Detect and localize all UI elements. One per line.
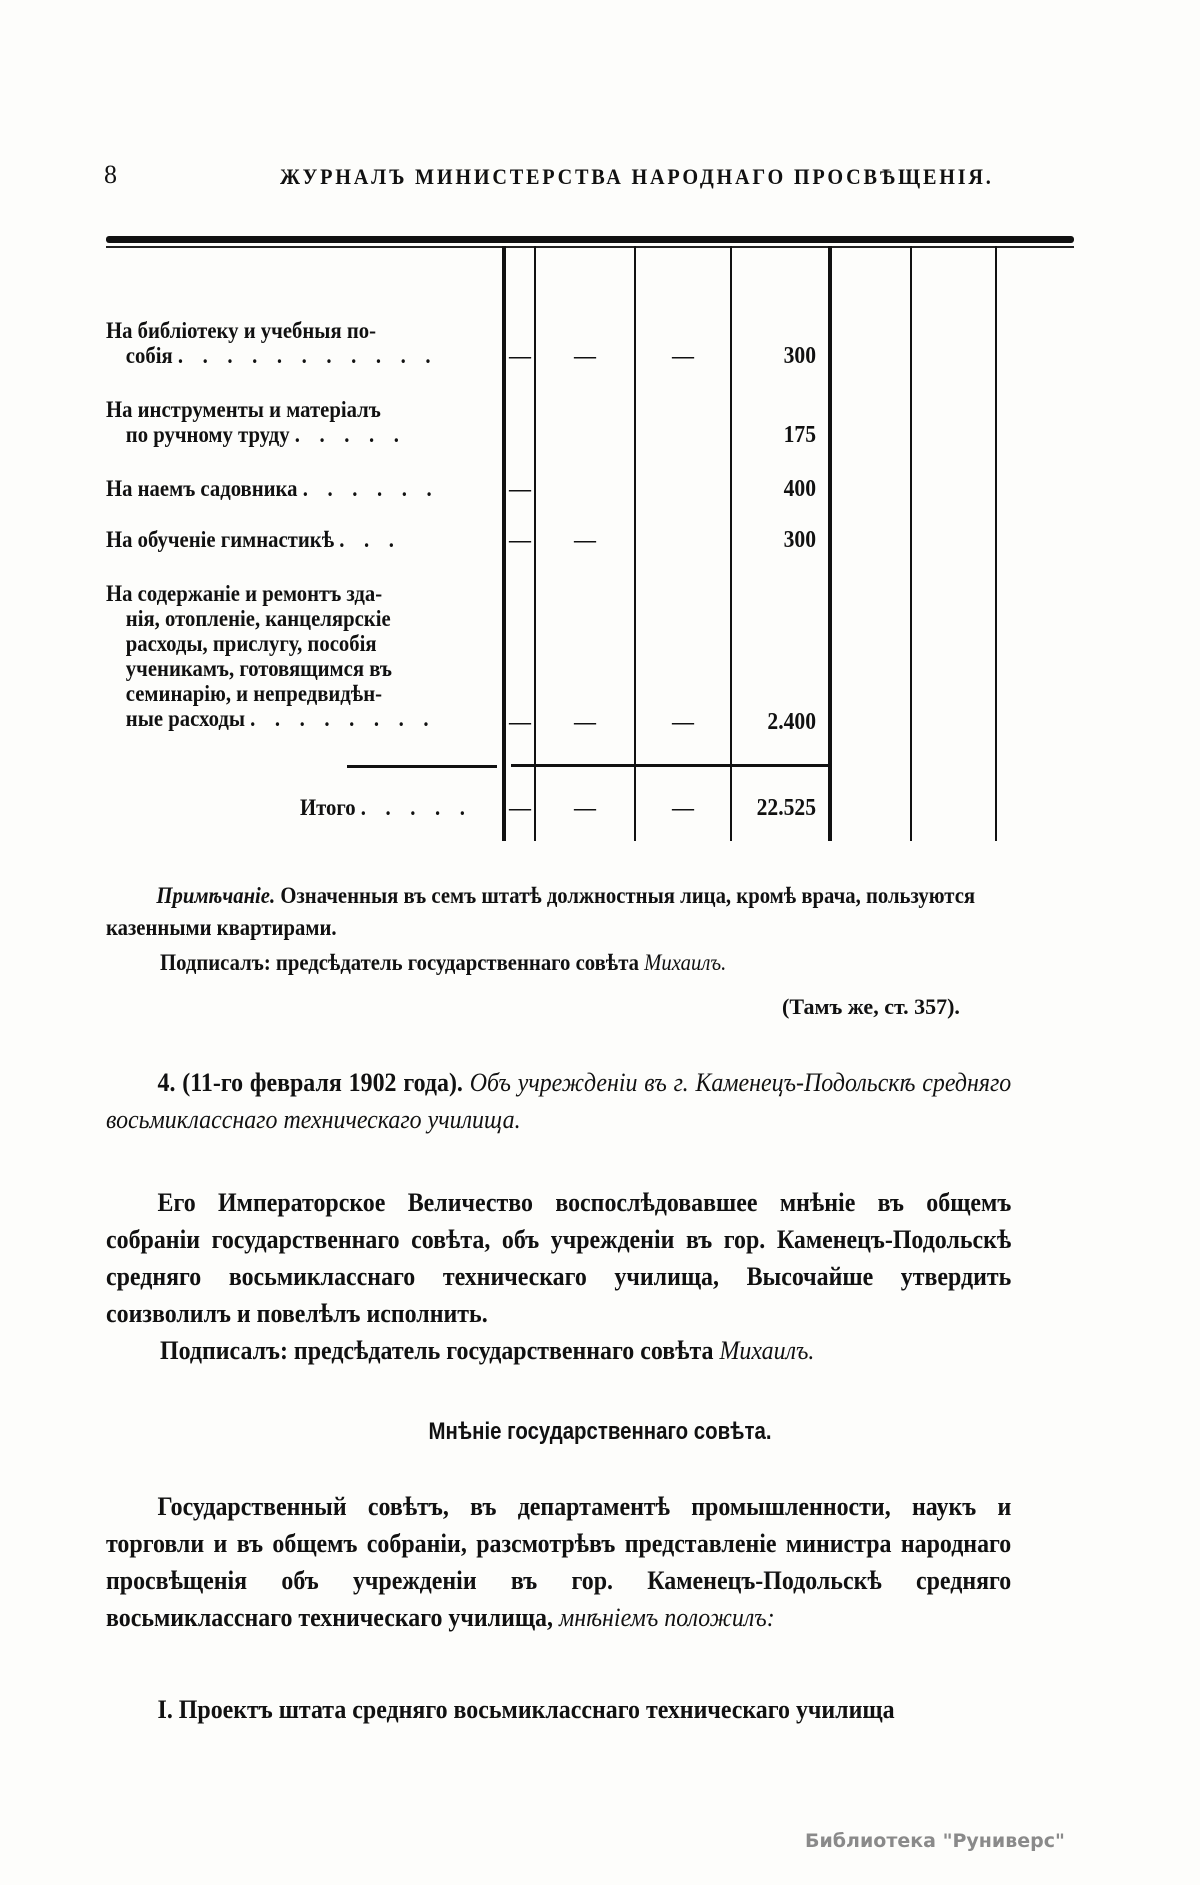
note-label: Примѣчаніе. [156,883,276,908]
section-4-subject: Объ учрежденіи въ г. Каменецъ-Подольскѣ средняго восьмикласснаго техническаго училища. [106,1068,1012,1134]
item-text: I. Проектъ штата средняго восьмикласснаго техническаго училища [157,1695,895,1724]
row-label-line: На библіотеку и учебныя по- [106,318,376,343]
table-row-label [106,476,457,501]
signature-name: Михаилъ. [719,1336,815,1365]
table-top-rule-thin [106,246,1074,248]
table-column-divider [995,246,997,841]
row-label-line: ные расходы [125,706,245,731]
row-label-line: На инструменты и матеріалъ [106,397,381,422]
signature-line [160,950,726,976]
table-amount: 300 [783,343,816,369]
dot-leader: . . . . . . [302,476,439,501]
row-label-line: На наемъ садовника [106,476,298,501]
opinion-paragraph [106,1488,1011,1636]
library-watermark: Библиотека "Руниверс" [805,1830,1065,1852]
table-row-label [106,318,457,368]
table-cell: — [574,709,596,734]
table-row-label [106,527,457,552]
table-top-rule [106,236,1074,243]
row-label-line: нія, отопленіе, канцелярскіе [125,606,391,631]
row-label-line: собія [125,343,173,368]
section-4-title [106,1064,1011,1138]
table-cell: — [574,343,596,368]
table-cell: — [509,343,531,368]
total-label-text: Итого [300,795,356,820]
dot-leader: . . . . . [360,795,473,820]
table-column-divider [634,246,636,841]
note [106,880,1078,944]
table-cell: — [672,795,694,820]
table-cell: — [672,709,694,734]
dot-leader: . . . [339,527,402,552]
signature-prefix: Подписалъ: предсѣдатель государственнаго совѣта [160,950,639,975]
dot-leader: . . . . . . . . [250,706,436,731]
opinion-item-1 [106,1691,1011,1728]
section-4-date: 4. (11-го февраля 1902 года). [157,1068,463,1097]
table-cell: — [509,527,531,552]
table-amount: 300 [783,527,816,553]
section-heading: Мнѣніе государственнаго совѣта. [428,1418,772,1445]
table-amount: 175 [783,422,816,448]
table-cell: — [574,527,596,552]
table-amount: 400 [783,476,816,502]
row-label-line: семинарію, и непредвидѣн- [125,681,383,706]
table-row-label [106,581,457,731]
note-text: Означенныя въ семъ штатѣ должностныя лица, кромѣ врача, пользуются казенными квартирами. [106,883,976,940]
page-number: 8 [104,160,117,189]
total-label [300,795,472,821]
section-4-paragraph [106,1184,1011,1332]
row-label-line: На обученіе гимнастикѣ [106,527,335,552]
table-cell: — [672,343,694,368]
running-title: ЖУРНАЛЪ МИНИСТЕРСТВА НАРОДНАГО ПРОСВѢЩЕНІЯ. [280,164,994,189]
table-column-divider [910,246,912,841]
signature-prefix: Подписалъ: предсѣдатель государственнаго совѣта [160,1336,714,1365]
dot-leader: . . . . . [294,422,407,447]
total-rule [511,764,829,767]
table-amount: 2.400 [767,709,816,735]
table-row-label [106,397,457,447]
signature-name: Михаилъ. [644,950,727,975]
table-column-divider [730,246,732,841]
table-cell: — [509,476,531,501]
source-reference: (Тамъ же, ст. 357). [782,994,960,1019]
row-label-line: ученикамъ, готовящимся въ [125,656,392,681]
paragraph-text: Его Императорское Величество воспослѣдовавшее мнѣніе въ общемъ собраніи государственнаго совѣта, объ учрежденіи въ гор. Каменецъ-Подольскѣ средняго восьмикласснаго техническаго училища, Высочайше утвердить соизволилъ и повелѣлъ исполнить. [106,1188,1012,1328]
paragraph-italic: мнѣніемъ положилъ: [558,1603,775,1632]
row-label-line: расходы, прислугу, пособія [125,631,377,656]
dot-leader: . . . . . . . . . . . [177,343,438,368]
table-cell: — [574,795,596,820]
table-cell: — [509,795,531,820]
section-4-signature [160,1332,1016,1369]
table-column-divider [828,246,832,841]
total-rule [347,765,497,768]
total-amount: 22.525 [756,795,816,821]
row-label-line: На содержаніе и ремонтъ зда- [106,581,383,606]
table-cell: — [509,709,531,734]
paragraph-text: Государственный совѣтъ, въ департаментѣ промышленности, наукъ и торговли и въ общемъ собраніи, разсмотрѣвъ представленіе министра народнаго просвѣщенія объ учрежденіи въ гор. Каменецъ-Подольскѣ средняго восьмикласснаго техническаго училища, [106,1492,1012,1632]
row-label-line: по ручному труду [125,422,290,447]
